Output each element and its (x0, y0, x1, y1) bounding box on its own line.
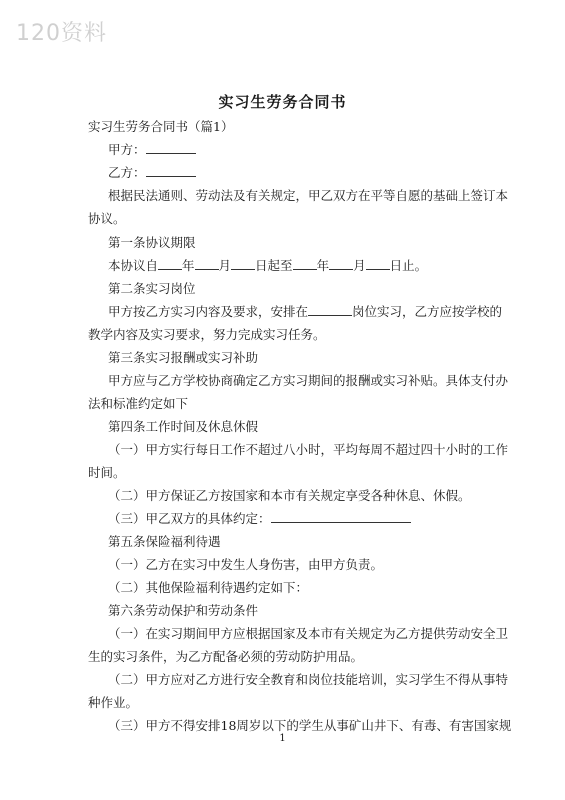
article-5-item-1: （一）乙方在实习中发生人身伤害，由甲方负责。 (108, 557, 384, 572)
article-4-item-3-label: （三）甲乙双方的具体约定： (108, 511, 271, 526)
article-6-item-1-line-1: （一）在实习期间甲方应根据国家及本市有关规定为乙方提供劳动安全卫 (108, 626, 509, 641)
article-6-heading: 第六条劳动保护和劳动条件 (108, 603, 259, 618)
article-2-heading: 第二条实习岗位 (108, 281, 196, 296)
day-end-label: 日止。 (389, 258, 428, 273)
article-2-line-2: 教学内容及实习要求，努力完成实习任务。 (88, 327, 326, 342)
article-5-item-2: （二）其他保险福利待遇约定如下： (108, 580, 309, 595)
article-3-line-1: 甲方应与乙方学校协商确定乙方实习期间的报酬或实习补贴。具体支付办 (108, 373, 509, 388)
end-year-blank (293, 258, 317, 270)
year-label: 年 (182, 258, 195, 273)
party-a-label: 甲方： (108, 142, 146, 157)
party-a-blank (146, 142, 196, 154)
end-month-blank (329, 258, 353, 270)
article-2-line-1 (108, 304, 502, 320)
article-6-item-2-line-2: 种作业。 (88, 695, 139, 710)
article-6-item-3-line-1: （三）甲方不得安排18周岁以下的学生从事矿山井下、有毒、有害国家规 (108, 718, 512, 733)
start-day-blank (231, 258, 255, 270)
article-4-heading: 第四条工作时间及休息休假 (108, 419, 259, 434)
article-3-heading: 第三条实习报酬或实习补助 (108, 350, 259, 365)
article-2-text-a: 甲方按乙方实习内容及要求，安排在 (108, 304, 309, 319)
article-4-item-1-line-1: （一）甲方实行每日工作不超过八小时，平均每周不超过四十小时的工作 (108, 442, 509, 457)
start-year-blank (158, 258, 182, 270)
article-2-text-b: 岗位实习，乙方应按学校的 (352, 304, 503, 319)
document-title: 实习生劳务合同书 (218, 93, 347, 111)
party-b-label: 乙方： (108, 165, 146, 180)
intro-line-2: 协议。 (88, 211, 126, 226)
watermark-logo: 120资料 (16, 21, 107, 46)
day-to-label: 日起至 (255, 258, 293, 273)
article-6-item-2-line-1: （二）甲方应对乙方进行安全教育和岗位技能培训，实习学生不得从事特 (108, 672, 509, 687)
document-subtitle: 实习生劳务合同书（篇1） (88, 119, 234, 134)
agreement-blank (271, 511, 411, 523)
article-3-line-2: 法和标准约定如下 (88, 396, 189, 411)
article-1-heading: 第一条协议期限 (108, 235, 196, 250)
party-b-line (108, 165, 196, 181)
article-5-heading: 第五条保险福利待遇 (108, 534, 221, 549)
month-label-2: 月 (353, 258, 366, 273)
page-number: 1 (279, 733, 286, 744)
start-month-blank (195, 258, 219, 270)
month-label: 月 (218, 258, 232, 273)
article-4-item-1-line-2: 时间。 (88, 465, 126, 480)
party-b-blank (146, 165, 196, 177)
party-a-line (108, 142, 196, 158)
article-1-text (108, 258, 427, 274)
article-4-item-2: （二）甲方保证乙方按国家和本市有关规定享受各种休息、休假。 (108, 488, 471, 503)
position-blank (308, 304, 352, 316)
term-from-label: 本协议自 (108, 258, 159, 273)
year-label-2: 年 (316, 258, 330, 273)
article-6-item-1-line-2: 生的实习条件，为乙方配备必须的劳动防护用品。 (88, 649, 364, 664)
article-4-item-3 (108, 511, 411, 527)
intro-line-1: 根据民法通则、劳动法及有关规定，甲乙双方在平等自愿的基础上签订本 (108, 188, 509, 203)
end-day-blank (366, 258, 390, 270)
